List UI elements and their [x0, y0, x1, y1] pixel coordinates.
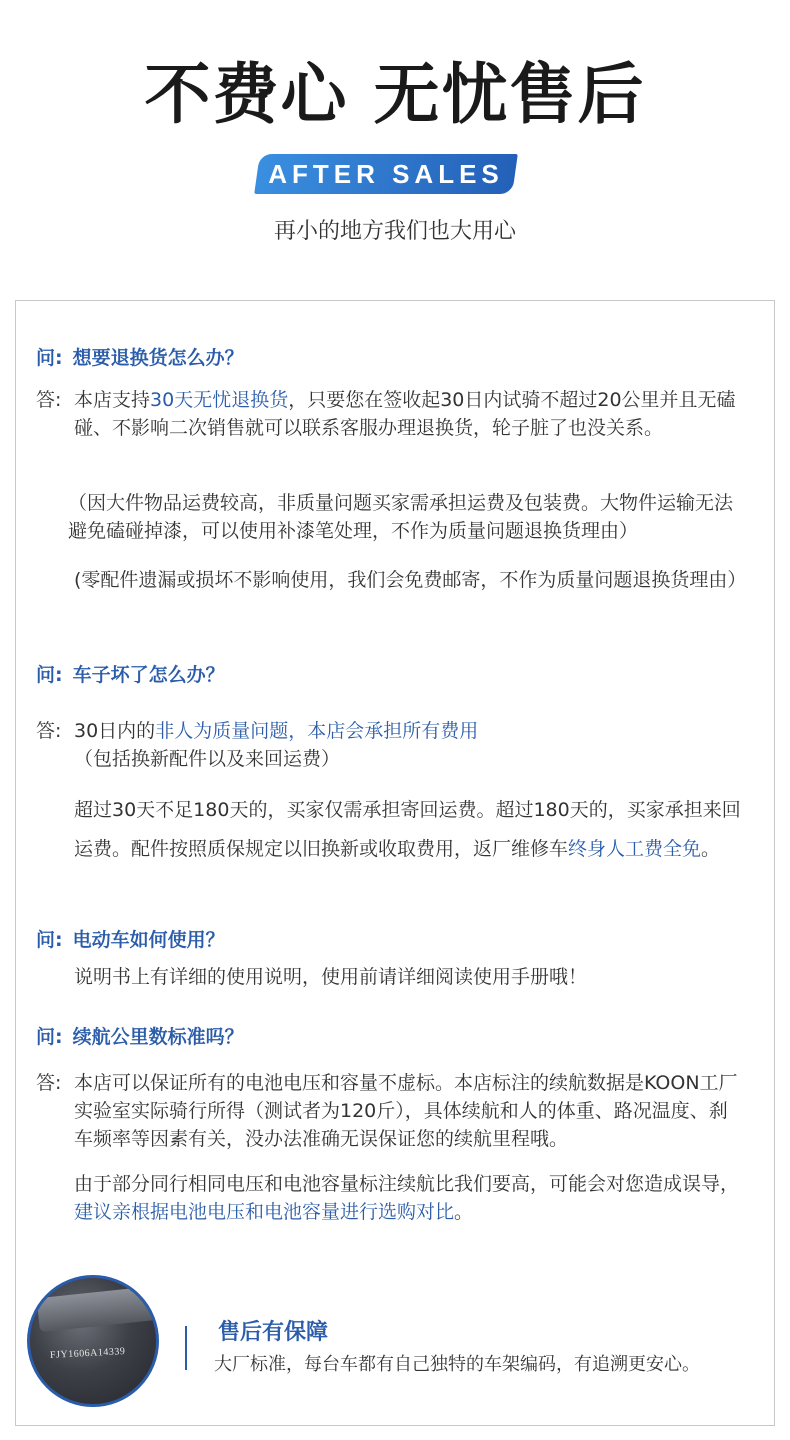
answer-text: ，只要您在签收起30日内试骑不超过20公里并且无磕碰、不影响二次销售就可以联系客服办理退换货，轮子脏了也没关系。	[74, 389, 736, 439]
frame-highlight	[37, 1286, 159, 1332]
question-usage	[36, 926, 225, 954]
question-repair	[36, 661, 225, 689]
note-parts: (零配件遗漏或损坏不影响使用，我们会免费邮寄，不作为质量问题退换货理由）	[74, 569, 747, 591]
answer-repair	[74, 717, 744, 773]
answer-text: 30日内的	[74, 720, 156, 742]
question-returns	[36, 344, 244, 372]
note-shipping: （因大件物品运费较高，非质量问题买家需承担运费及包装费。大物件运输无法避免磕碰掉漆，可以使用补漆笔处理，不作为质量问题退换货理由）	[68, 492, 734, 542]
answer-text: 。	[454, 1201, 474, 1223]
answer-range-compare	[74, 1170, 744, 1226]
answer-usage: 说明书上有详细的使用说明，使用前请详细阅读使用手册哦！	[74, 966, 588, 988]
question-range	[36, 1023, 244, 1051]
answer-text: 。	[701, 838, 721, 860]
divider	[185, 1326, 187, 1370]
answer-warranty	[74, 791, 744, 869]
question-prefix: 问:	[36, 1026, 63, 1048]
page-title: 不费心 无忧售后	[144, 56, 646, 133]
answer-text: 由于部分同行相同电压和电池容量标注续航比我们要高，可能会对您造成误导，	[74, 1173, 740, 1195]
answer-highlight: 非人为质量问题，本店会承担所有费用	[155, 720, 479, 742]
page-subtitle: 再小的地方我们也大用心	[273, 219, 516, 244]
answer-range: 本店可以保证所有的电池电压和容量不虚标。本店标注的续航数据是KOON工厂实验室实际骑行所得（测试者为120斤），具体续航和人的体重、路况温度、刹车频率等因素有关，没办法准确无误保证您的续航里程哦。	[74, 1072, 738, 1150]
question-text: 车子坏了怎么办？	[72, 664, 225, 686]
answer-highlight: 30天无忧退换货	[150, 389, 289, 411]
after-sales-badge-text: AFTER SALES	[268, 159, 504, 189]
answer-text: 超过30天不足180天的，买家仅需承担寄回运费。超过180天的，买家承担来回运费。配件按照质保规定以旧换新或收取费用，返厂维修车	[74, 799, 741, 860]
question-prefix: 问:	[36, 929, 63, 951]
guarantee-title: 售后有保障	[218, 1320, 329, 1345]
frame-serial-number: FJY1606A14339	[49, 1346, 126, 1361]
answer-prefix: 答:	[36, 720, 62, 742]
answer-highlight: 建议亲根据电池电压和电池容量进行选购对比	[74, 1201, 455, 1223]
answer-prefix: 答:	[36, 389, 62, 411]
question-text: 电动车如何使用？	[72, 929, 225, 951]
question-text: 续航公里数标准吗？	[72, 1026, 244, 1048]
answer-highlight: 终身人工费全免	[568, 838, 702, 860]
question-prefix: 问:	[36, 347, 63, 369]
question-text: 想要退换货怎么办？	[72, 347, 244, 369]
guarantee-text: 大厂标准，每台车都有自己独特的车架编码，有追溯更安心。	[214, 1354, 700, 1375]
answer-returns	[74, 386, 744, 442]
answer-text: （包括换新配件以及来回运费）	[74, 748, 341, 770]
answer-text: 本店支持	[74, 389, 151, 411]
frame-serial-photo	[27, 1275, 159, 1407]
answer-prefix: 答:	[36, 1072, 62, 1094]
question-prefix: 问:	[36, 664, 63, 686]
